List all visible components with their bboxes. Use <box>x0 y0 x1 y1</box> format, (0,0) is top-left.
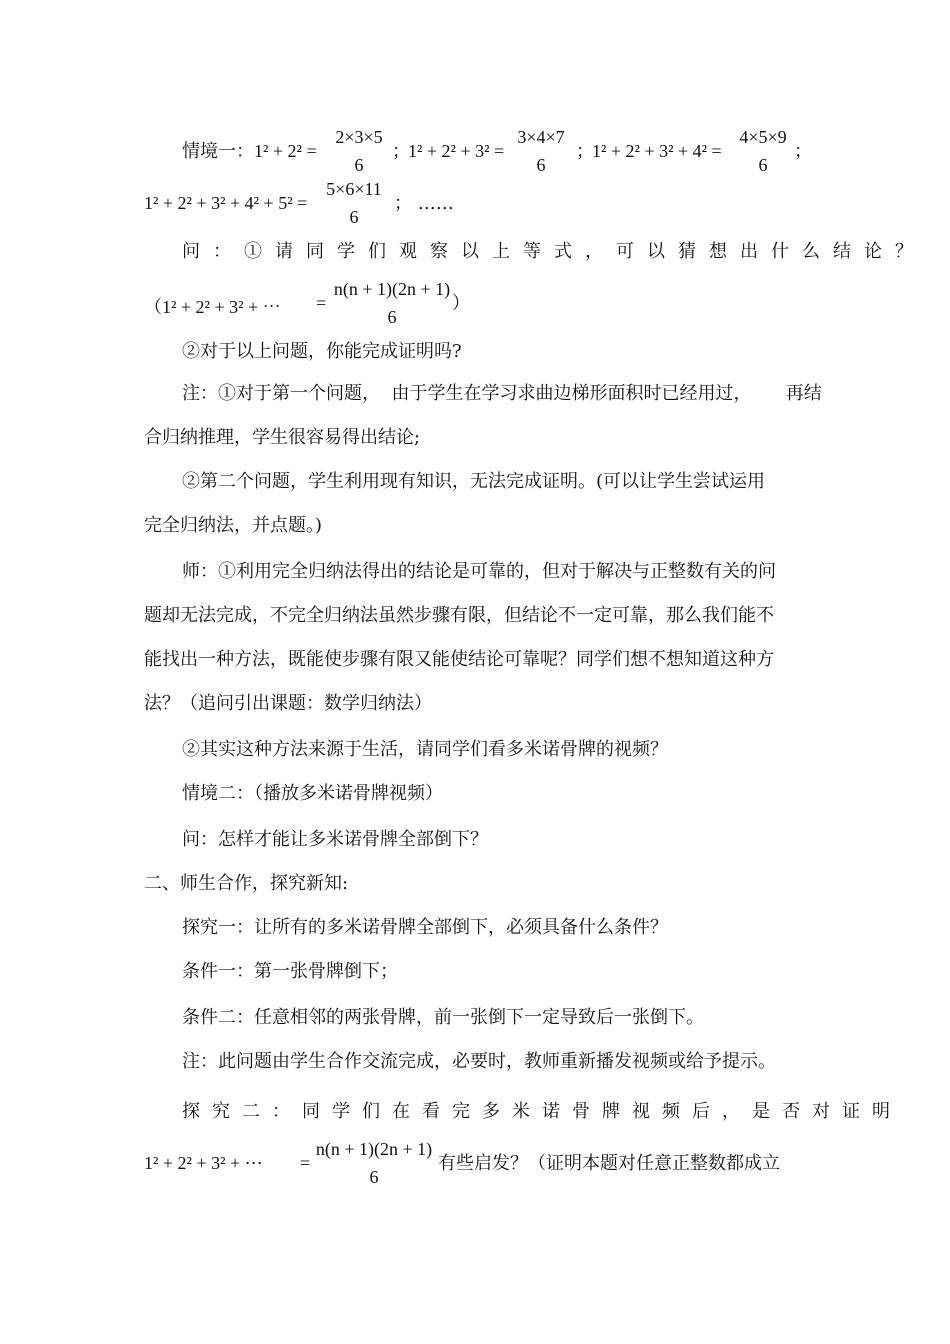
question-1-text: 问：①请同学们观察以上等式，可以猜想出什么结论？ <box>182 241 926 262</box>
equation-4-numerator: 5×6×11 <box>326 179 382 199</box>
explore-2-formula-numerator: n(n + 1)(2n + 1) <box>315 1139 433 1159</box>
general-formula-lhs: （1² + 2² + 3² + ⋯ <box>144 297 281 317</box>
equation-4-denominator: 6 <box>349 207 359 227</box>
separator-3: ； <box>794 141 812 162</box>
general-formula-numerator: n(n + 1)(2n + 1) <box>333 279 451 299</box>
separator-1: ； <box>392 141 410 162</box>
condition-1: 条件一：第一张骨牌倒下； <box>182 961 398 982</box>
note-3: 注：此问题由学生合作交流完成，必要时，教师重新播发视频或给予提示。 <box>182 1051 776 1072</box>
equation-1-denominator: 6 <box>354 155 364 175</box>
equation-3-fraction <box>730 126 796 176</box>
equation-2-fraction <box>508 126 574 176</box>
general-formula-denominator: 6 <box>387 307 397 327</box>
question-3: 问：怎样才能让多米诺骨牌全部倒下？ <box>182 829 488 850</box>
explore-2-line-1: 探究二：同学们在看完多米诺骨牌视频后，是否对证明 <box>182 1101 902 1122</box>
general-formula-fraction <box>330 278 454 328</box>
explore-2-line-2-tail: 有些启发？（证明本题对任意正整数都成立 <box>438 1153 780 1174</box>
general-formula-close: ） <box>452 293 470 314</box>
equation-1-numerator: 2×3×5 <box>335 127 383 147</box>
section-2-heading: 二、师生合作，探究新知: <box>144 873 349 894</box>
equation-2-lhs: 1² + 2² + 3² = <box>408 141 505 161</box>
teacher-line-3: 能找出一种方法，既能使步骤有限又能使结论可靠呢？同学们想不想知道这种方 <box>144 649 774 670</box>
condition-2: 条件二：任意相邻的两张骨牌，前一张倒下一定导致后一张倒下。 <box>182 1007 704 1028</box>
explore-2-formula-fraction <box>312 1138 436 1188</box>
note-1-line-2: 合归纳推理，学生很容易得出结论; <box>144 427 421 448</box>
context-2: 情境二：（播放多米诺骨牌视频） <box>182 783 443 804</box>
equation-1-lhs: 1² + 2² = <box>254 141 317 161</box>
note-2-line-2: 完全归纳法，并点题。) <box>144 515 323 536</box>
equation-2-denominator: 6 <box>536 155 546 175</box>
teacher-2: ②其实这种方法来源于生活，请同学们看多米诺骨牌的视频？ <box>182 739 668 760</box>
explore-1: 探究一：让所有的多米诺骨牌全部倒下，必须具备什么条件？ <box>182 917 668 938</box>
teacher-line-1: 师：①利用完全归纳法得出的结论是可靠的，但对于解决与正整数有关的问 <box>182 561 776 582</box>
equation-3-numerator: 4×5×9 <box>739 127 787 147</box>
note-2-line-1: ②第二个问题，学生利用现有知识，无法完成证明。(可以让学生尝试运用 <box>182 471 766 492</box>
equation-4-lhs: 1² + 2² + 3² + 4² + 5² = <box>144 193 308 213</box>
context1-label: 情境一： <box>182 141 254 162</box>
explore-2-formula-equals: = <box>300 1153 311 1173</box>
equation-4-fraction <box>318 178 390 228</box>
equation-1-fraction <box>326 126 392 176</box>
teacher-line-4: 法？（追问引出课题：数学归纳法） <box>144 693 432 714</box>
equation-2-numerator: 3×4×7 <box>517 127 565 147</box>
explore-2-formula-denominator: 6 <box>369 1167 379 1187</box>
question-2: ②对于以上问题，你能完成证明吗? <box>182 341 462 362</box>
equation-3-lhs: 1² + 2² + 3² + 4² = <box>592 141 722 161</box>
separator-2: ； <box>576 141 594 162</box>
general-formula-equals: = <box>316 293 327 313</box>
teacher-line-2: 题却无法完成，不完全归纳法虽然步骤有限，但结论不一定可靠，那么我们能不 <box>144 605 774 626</box>
ellipsis-tail: ； …… <box>394 193 454 214</box>
note-1-line-1: 注：①对于第一个问题， 由于学生在学习求曲边梯形面积时已经用过， 再结 <box>182 383 822 404</box>
equation-3-denominator: 6 <box>758 155 768 175</box>
explore-2-formula-lhs: 1² + 2² + 3² + ⋯ <box>144 1153 263 1173</box>
